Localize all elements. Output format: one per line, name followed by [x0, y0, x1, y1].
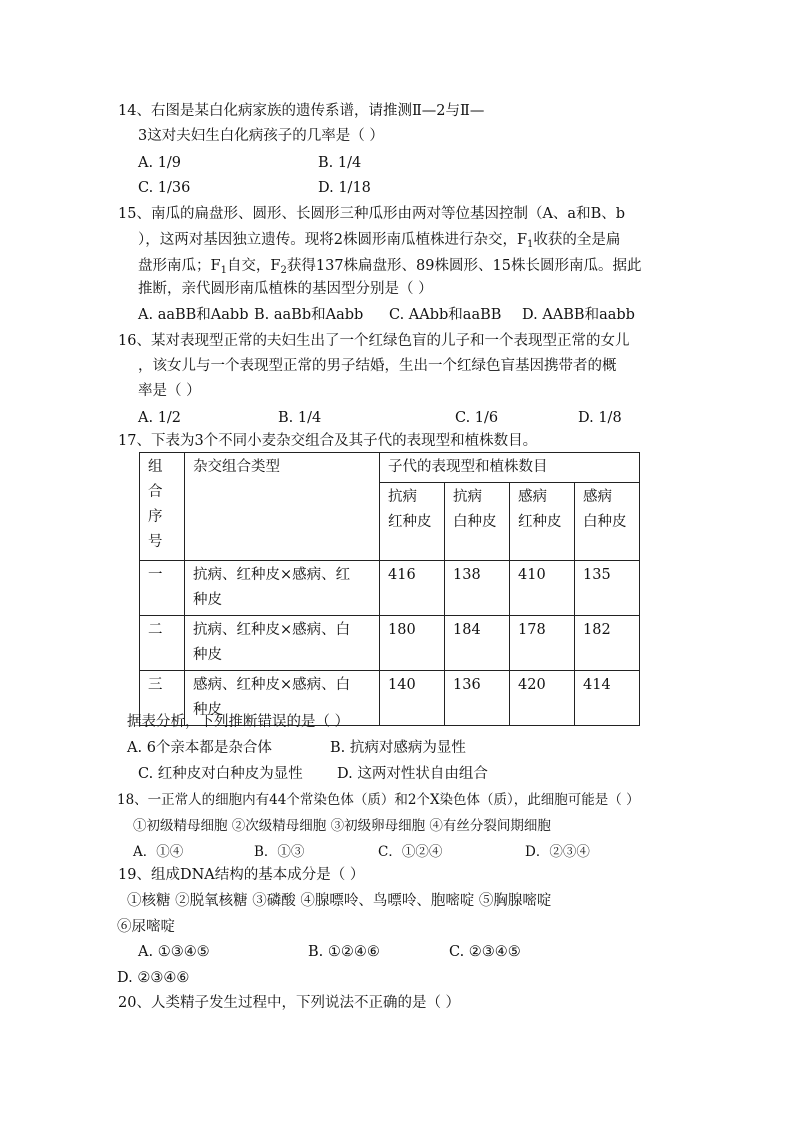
q15-line1: 15、南瓜的扁盘形、圆形、长圆形三种瓜形由两对等位基因控制（A、a和B、b	[118, 206, 626, 222]
q15-line4: 推断，亲代圆形南瓜植株的基因型分别是（ ）	[138, 281, 433, 297]
subheader-4-line-2: 白种皮	[583, 514, 627, 530]
q18-option-c: C．①②④	[378, 844, 443, 860]
row-2-type	[185, 616, 380, 671]
q16-option-d: D. 1/8	[578, 410, 622, 426]
q17-option-c: C. 红种皮对白种皮为显性	[138, 766, 303, 782]
q18-option-a: A．①④	[133, 844, 184, 860]
row-2-value-4: 182	[575, 616, 640, 671]
row-1-type-line-2: 种皮	[193, 592, 222, 608]
q15-line3-text-c: 获得137株扁盘形、89株圆形、15株长圆形南瓜。据此	[286, 258, 642, 274]
q15-line2-subscript: 1	[527, 239, 534, 250]
row-1-type	[185, 561, 380, 616]
q16-option-a: A. 1/2	[138, 410, 182, 426]
table-row	[140, 616, 640, 671]
q19-option-c: C. ②③④⑤	[449, 944, 521, 960]
cross-table	[139, 452, 640, 726]
row-1-value-2: 138	[445, 561, 510, 616]
header-cross-type: 杂交组合类型	[185, 453, 380, 561]
row-2-value-1: 180	[380, 616, 445, 671]
subheader-3	[510, 483, 575, 561]
q20-stem: 20、人类精子发生过程中，下列说法不正确的是（ ）	[118, 995, 461, 1011]
q15-option-a: A. aaBB和Aabb	[138, 307, 249, 323]
q17-stem: 17、下表为3个不同小麦杂交组合及其子代的表现型和植株数目。	[118, 433, 538, 449]
header-seq-char-1: 组	[148, 459, 163, 475]
row-2-type-line-1: 抗病、红种皮×感病、白	[193, 622, 351, 638]
q15-line2	[138, 230, 620, 255]
q14-line2: 3这对夫妇生白化病孩子的几率是（ ）	[138, 128, 384, 144]
q15-line3-subscript-2: 2	[280, 265, 287, 276]
q16-option-b: B. 1/4	[278, 410, 322, 426]
q16-line3: 率是（ ）	[138, 383, 201, 399]
q19-stem: 19、组成DNA结构的基本成分是（ ）	[118, 867, 365, 883]
q14-line1: 14、右图是某白化病家族的遗传系谱，请推测Ⅱ—2与Ⅱ—	[118, 103, 485, 119]
q15-line2-text-a: ），这两对基因独立遗传。现将2株圆形南瓜植株进行杂交，F	[138, 232, 528, 248]
q15-line3-text-a: 盘形南瓜；F	[138, 258, 221, 274]
row-2-seq: 二	[140, 616, 185, 671]
row-2-type-line-2: 种皮	[193, 647, 222, 663]
row-1-value-3: 410	[510, 561, 575, 616]
q17-option-d: D. 这两对性状自由组合	[337, 766, 488, 782]
q17-analysis: 据表分析，下列推断错误的是（ ）	[127, 714, 350, 730]
q14-option-c: C. 1/36	[138, 180, 191, 196]
subheader-3-line-2: 红种皮	[518, 514, 562, 530]
q15-line2-text-b: 收获的全是扁	[533, 232, 621, 248]
q15-option-d: D. AABB和aabb	[522, 307, 635, 323]
subheader-4	[575, 483, 640, 561]
row-2-value-3: 178	[510, 616, 575, 671]
header-seq-char-2: 合	[148, 484, 163, 500]
row-1-value-4: 135	[575, 561, 640, 616]
subheader-4-line-1: 感病	[583, 489, 612, 505]
q16-option-c: C. 1/6	[455, 410, 499, 426]
q14-option-d: D. 1/18	[318, 180, 371, 196]
row-1-seq: 一	[140, 561, 185, 616]
subheader-1	[380, 483, 445, 561]
q15-line3-subscript-1: 1	[220, 265, 227, 276]
row-3-type-line-2: 种皮	[193, 702, 222, 718]
row-3-value-3: 420	[510, 671, 575, 726]
q17-option-b: B. 抗病对感病为显性	[330, 740, 466, 756]
subheader-1-line-2: 红种皮	[388, 514, 432, 530]
q18-option-d: D．②③④	[525, 844, 590, 860]
header-seq-char-4: 号	[148, 534, 163, 550]
q18-choices: ①初级精母细胞 ②次级精母细胞 ③初级卵母细胞 ④有丝分裂间期细胞	[133, 818, 551, 834]
row-1-type-line-1: 抗病、红种皮×感病、红	[193, 567, 351, 583]
subheader-3-line-1: 感病	[518, 489, 547, 505]
q15-option-b: B. aaBb和Aabb	[254, 307, 364, 323]
header-seq-char-3: 序	[148, 509, 163, 525]
q19-choices-line1: ①核糖 ②脱氧核糖 ③磷酸 ④腺嘌呤、鸟嘌呤、胞嘧啶 ⑤胸腺嘧啶	[127, 893, 552, 909]
q19-choices-line2: ⑥尿嘧啶	[117, 919, 175, 935]
q15-line3	[138, 256, 641, 281]
subheader-1-line-1: 抗病	[388, 489, 417, 505]
subheader-2	[445, 483, 510, 561]
q18-option-b: B．①③	[254, 844, 305, 860]
subheader-2-line-2: 白种皮	[453, 514, 497, 530]
q15-option-c: C. AAbb和aaBB	[389, 307, 502, 323]
row-3-value-4: 414	[575, 671, 640, 726]
row-3-value-1: 140	[380, 671, 445, 726]
q16-line2: ，该女儿与一个表现型正常的男子结婚，生出一个红绿色盲基因携带者的概	[138, 358, 617, 374]
q15-line3-text-b: 自交，F	[226, 258, 281, 274]
row-2-value-2: 184	[445, 616, 510, 671]
q19-option-a: A. ①③④⑤	[138, 944, 210, 960]
header-group-sequence	[140, 453, 185, 561]
q16-line1: 16、某对表现型正常的夫妇生出了一个红绿色盲的儿子和一个表现型正常的女儿	[118, 333, 630, 349]
table-row	[140, 561, 640, 616]
row-3-seq: 三	[140, 671, 185, 726]
q17-option-a: A. 6个亲本都是杂合体	[127, 740, 272, 756]
subheader-2-line-1: 抗病	[453, 489, 482, 505]
q14-option-b: B. 1/4	[318, 155, 362, 171]
q19-option-d: D. ②③④⑥	[117, 970, 190, 986]
q19-option-b: B. ①②④⑥	[308, 944, 380, 960]
header-offspring: 子代的表现型和植株数目	[380, 453, 640, 483]
row-1-value-1: 416	[380, 561, 445, 616]
q18-stem: 18、一正常人的细胞内有44个常染色体（质）和2个X染色体（质），此细胞可能是（ ）	[117, 792, 640, 808]
row-3-type-line-1: 感病、红种皮×感病、白	[193, 677, 351, 693]
q14-option-a: A. 1/9	[138, 155, 182, 171]
row-3-value-2: 136	[445, 671, 510, 726]
